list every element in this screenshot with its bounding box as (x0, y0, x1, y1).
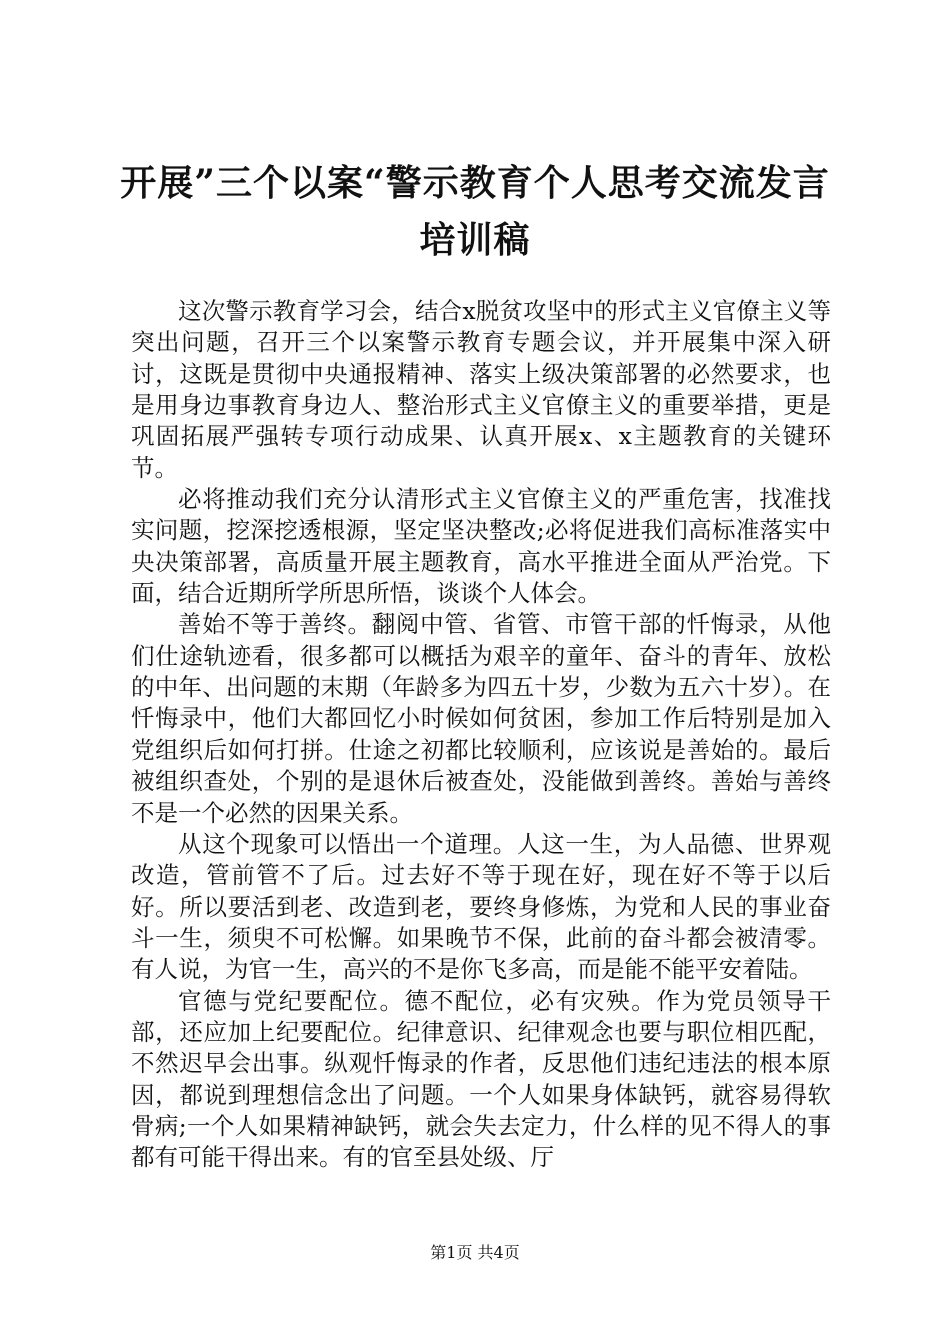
paragraph-4: 从这个现象可以悟出一个道理。人这一生，为人品德、世界观改造，管前管不了后。过去好不等于现在好，现在好不等于以后好。所以要活到老、改造到老，要终身修炼，为党和人民的事业奋斗一生，须臾不可松懈。如果晚节不保，此前的奋斗都会被清零。有人说，为官一生，高兴的不是你飞多高，而是能不能平安着陆。 (131, 829, 831, 984)
paragraph-3: 善始不等于善终。翻阅中管、省管、市管干部的忏悔录，从他们仕途轨迹看，很多都可以概括为艰辛的童年、奋斗的青年、放松的中年、出问题的末期（年龄多为四五十岁，少数为五六十岁）。在忏悔录中，他们大都回忆小时候如何贫困，参加工作后特别是加入党组织后如何打拼。仕途之初都比较顺利，应该说是善始的。最后被组织查处，个别的是退休后被查处，没能做到善终。善始与善终不是一个必然的因果关系。 (131, 610, 831, 827)
page-number-footer: 第1页 共4页 (430, 1243, 520, 1262)
paragraph-1: 这次警示教育学习会，结合x脱贫攻坚中的形式主义官僚主义等突出问题，召开三个以案警示教育专题会议，并开展集中深入研讨，这既是贯彻中央通报精神、落实上级决策部署的必然要求，也是用身边事教育身边人、整治形式主义官僚主义的重要举措，更是巩固拓展严强转专项行动成果、认真开展x、x主题教育的关键环节。 (131, 297, 831, 482)
paragraph-5: 官德与党纪要配位。德不配位，必有灾殃。作为党员领导干部，还应加上纪要配位。纪律意识、纪律观念也要与职位相匹配，不然迟早会出事。纵观忏悔录的作者，反思他们违纪违法的根本原因，都说到理想信念出了问题。一个人如果身体缺钙，就容易得软骨病;一个人如果精神缺钙，就会失去定力，什么样的见不得人的事都有可能干得出来。有的官至县处级、厅 (131, 986, 831, 1172)
paragraph-2: 必将推动我们充分认清形式主义官僚主义的严重危害，找准找实问题，挖深挖透根源，坚定坚决整改;必将促进我们高标准落实中央决策部署，高质量开展主题教育，高水平推进全面从严治党。下面，结合近期所学所思所悟，谈谈个人体会。 (131, 485, 831, 608)
document-body (131, 296, 831, 1174)
document-title-line-1: 开展”三个以案“警示教育个人思考交流发言 (120, 162, 830, 204)
document-title-line-2: 培训稿 (419, 219, 531, 261)
